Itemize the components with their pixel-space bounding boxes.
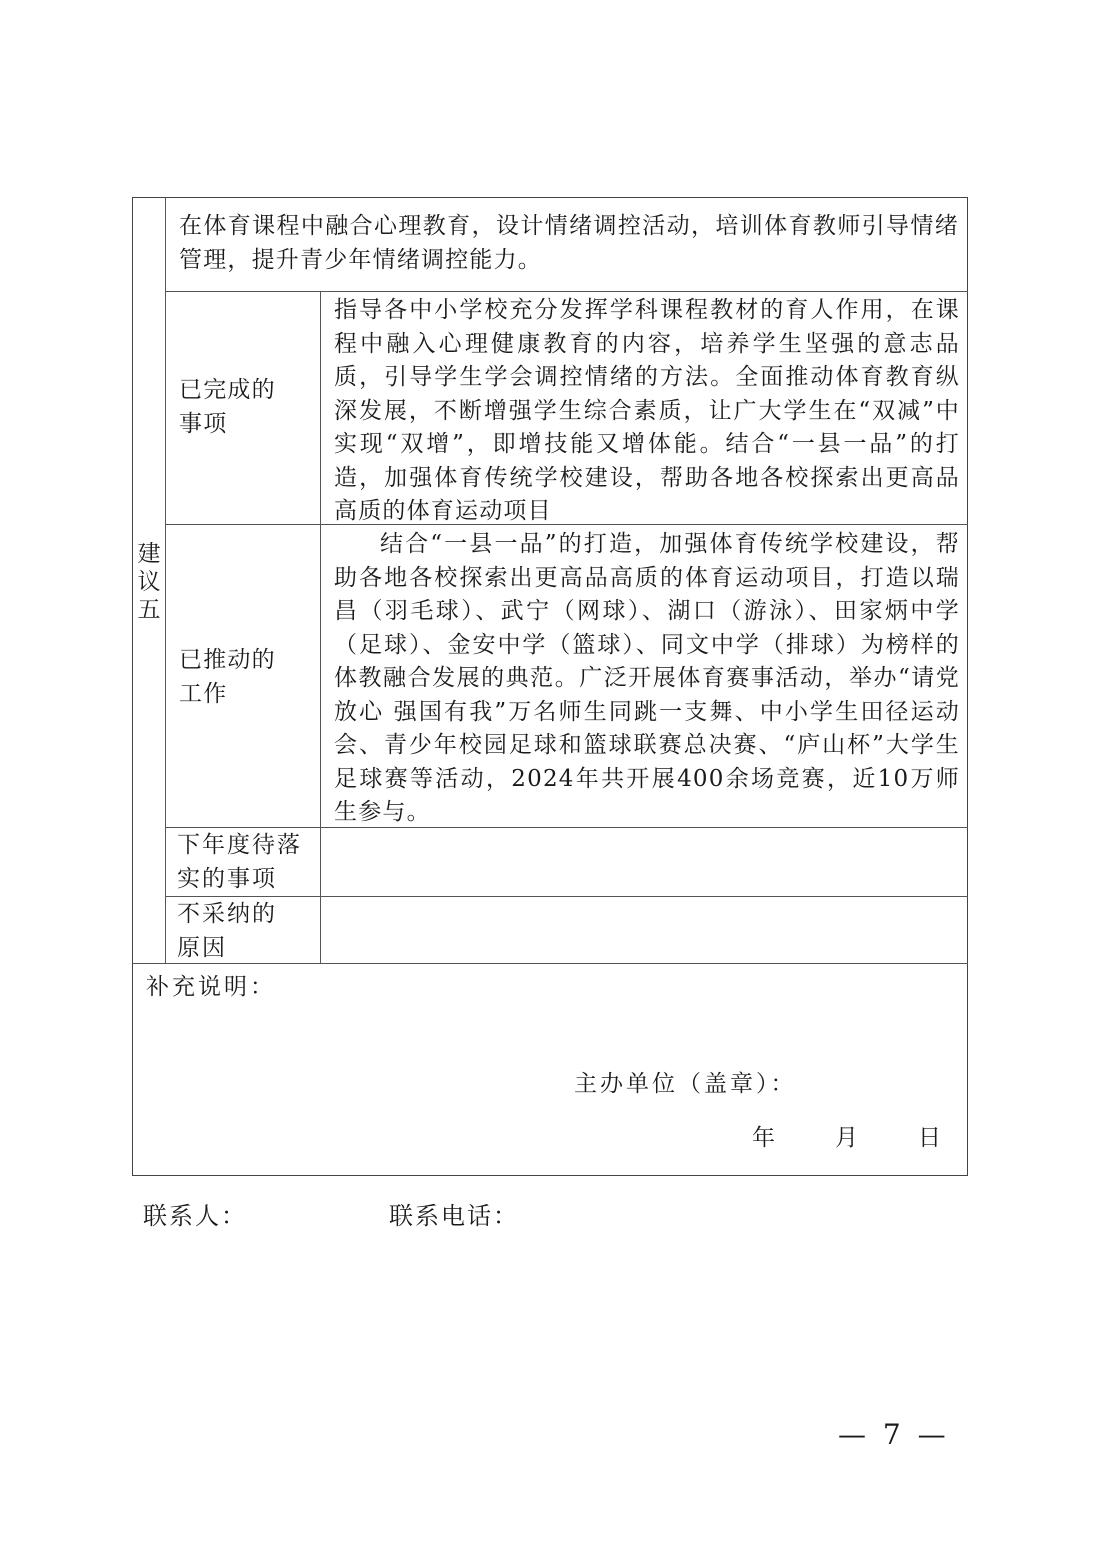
side-column-divider (165, 197, 166, 963)
contact-person-label: 联系人： (143, 1202, 247, 1230)
side-label-char-1: 建 (137, 541, 161, 567)
promoted-content: 结合“一县一品”的打造，加强体育传统学校建设，帮助各地各校探索出更高品高质的体育运动项目，打造以瑞昌（羽毛球）、武宁（网球）、湖口（游泳）、田家炳中学（足球）、金安中学（篮球）、同文中学（排球）为榜样的体教融合发展的典范。广泛开展体育赛事活动，举办“请党放心 强国有我”万名师生同跳一支舞、中小学生田径运动会、青少年校园足球和篮球联赛总决赛、“庐山杯”大学生足球赛等活动，2024年共开展400余场竞赛，近10万师生参与。 (334, 531, 960, 825)
not-adopted-label: 不采纳的原因 (177, 901, 277, 961)
side-label-char-2: 议 (137, 569, 161, 595)
suggestion-text: 在体育课程中融合心理教育，设计情绪调控活动，培训体育教师引导情绪管理，提升青少年情绪调控能力。 (179, 213, 959, 273)
side-label-char-3: 五 (137, 597, 161, 623)
completed-content: 指导各中小学校充分发挥学科课程教材的育人作用，在课程中融入心理健康教育的内容，培养学生坚强的意志品质，引导学生学会调控情绪的方法。全面推动体育教育纵深发展，不断增强学生综合素质，让广大学生在“双减”中实现“双增”，即增技能又增体能。结合“一县一品”的打造，加强体育传统学校建设，帮助各地各校探索出更高品高质的体育运动项目 (334, 297, 960, 524)
supplement-label: 补充说明： (146, 974, 276, 1000)
promoted-label: 已推动的工作 (179, 647, 276, 707)
contact-phone-label: 联系电话： (389, 1202, 519, 1230)
date-day: 日 (918, 1125, 943, 1151)
row-divider-1 (165, 291, 968, 292)
completed-label: 已完成的事项 (179, 377, 276, 437)
suggestion-number-label (133, 540, 165, 624)
next-year-label: 下年度待落实的事项 (177, 832, 302, 892)
page-number: — 7 — (838, 1418, 950, 1451)
date-year: 年 (752, 1125, 777, 1151)
row-divider-4 (165, 896, 968, 897)
date-month: 月 (835, 1125, 860, 1151)
label-column-divider (320, 291, 321, 963)
organizer-seal-label: 主办单位（盖章）： (574, 1071, 797, 1097)
